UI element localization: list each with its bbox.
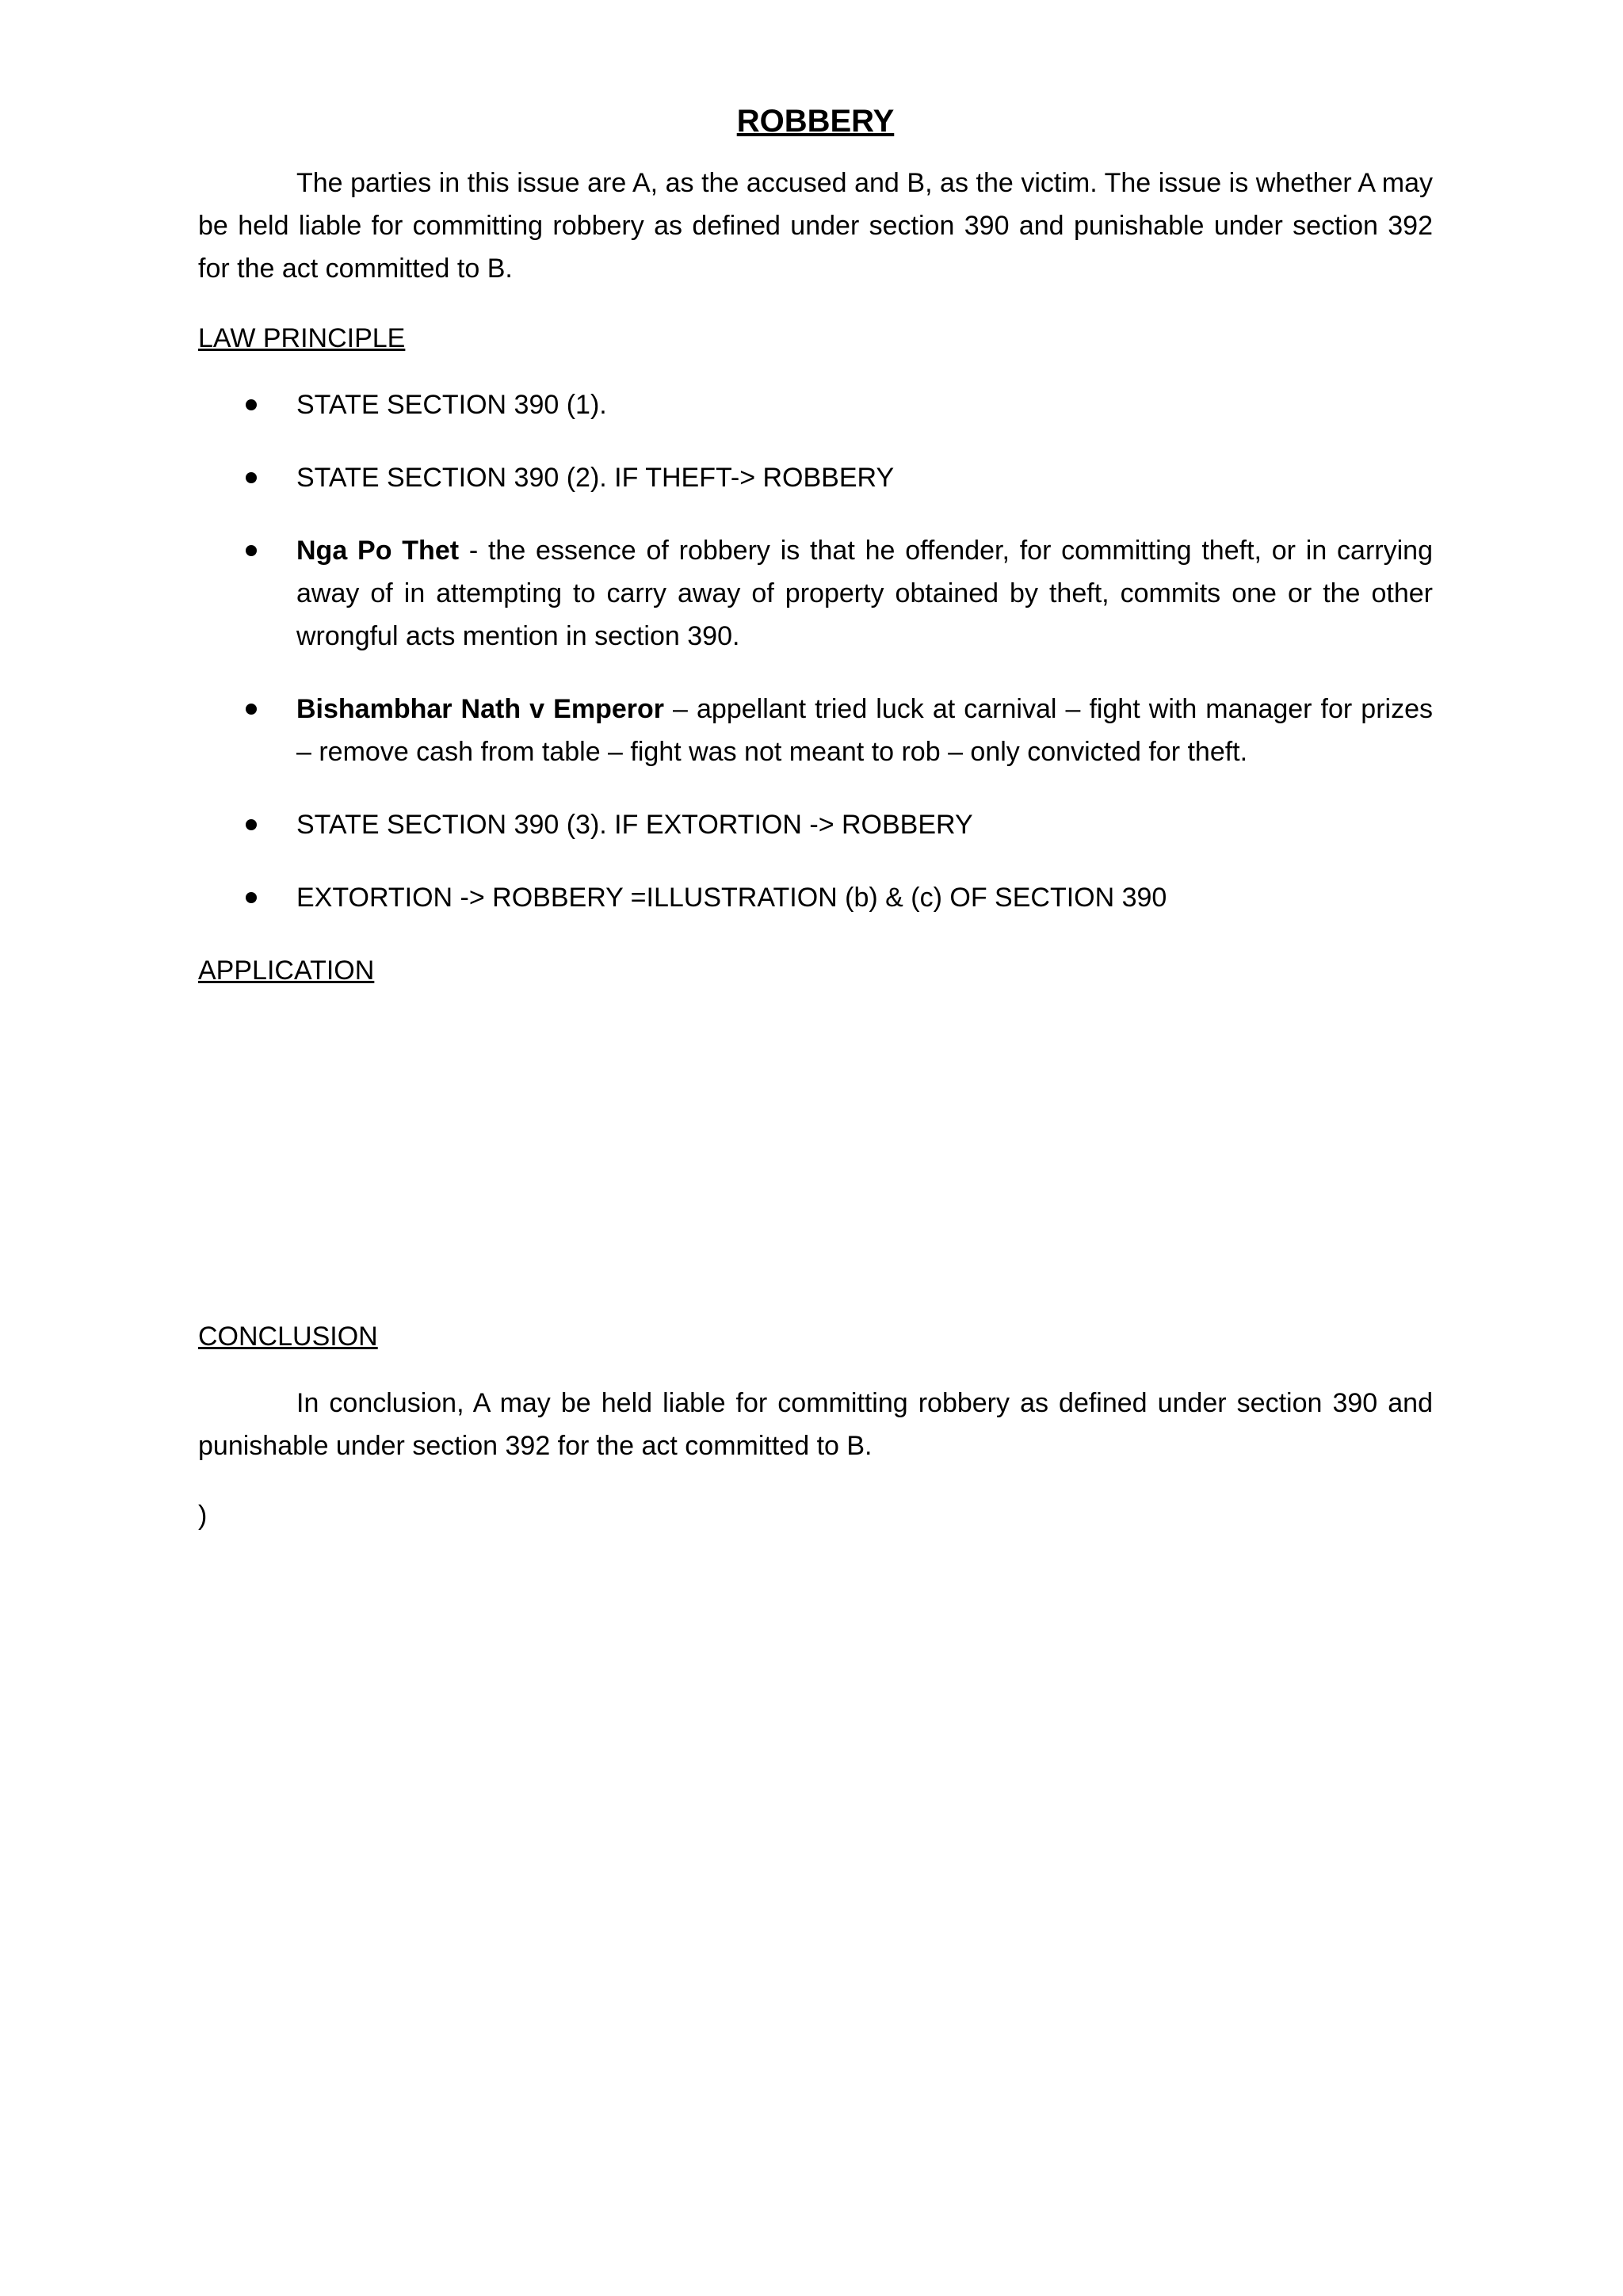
stray-parenthesis: ) bbox=[198, 1501, 208, 1531]
bullet-text: STATE SECTION 390 (3). IF EXTORTION -> ROBBERY bbox=[296, 810, 973, 840]
list-item bbox=[198, 876, 1433, 919]
application-blank-space bbox=[198, 992, 1433, 1291]
list-item bbox=[198, 383, 1433, 426]
bullet-icon bbox=[246, 472, 257, 483]
bullet-icon bbox=[246, 892, 257, 903]
law-principle-heading: LAW PRINCIPLE bbox=[198, 323, 406, 353]
law-principle-list bbox=[198, 383, 1433, 919]
application-heading: APPLICATION bbox=[198, 955, 375, 986]
bullet-icon bbox=[246, 545, 257, 556]
list-item bbox=[198, 529, 1433, 658]
document-title: ROBBERY bbox=[736, 104, 895, 139]
list-item bbox=[198, 688, 1433, 773]
bullet-icon bbox=[246, 704, 257, 715]
conclusion-paragraph: In conclusion, A may be held liable for committing robbery as defined under section 390 and punishable under section 392 for the act committed to B. bbox=[198, 1388, 1433, 1461]
list-item bbox=[198, 456, 1433, 499]
case-name: Nga Po Thet bbox=[296, 536, 460, 566]
bullet-text: - the essence of robbery is that he offender, for committing theft, or in carrying away of in attempting to carry away of property obtained by theft, commits one or the other wrongful acts mention in section 390. bbox=[296, 536, 1433, 651]
document-content bbox=[198, 95, 1433, 1537]
bullet-text: EXTORTION -> ROBBERY =ILLUSTRATION (b) & (c) OF SECTION 390 bbox=[296, 883, 1167, 913]
bullet-icon bbox=[246, 819, 257, 830]
conclusion-heading: CONCLUSION bbox=[198, 1322, 378, 1352]
bullet-text: STATE SECTION 390 (1). bbox=[296, 390, 607, 420]
intro-paragraph: The parties in this issue are A, as the accused and B, as the victim. The issue is whether A may be held liable for committing robbery as defined under section 390 and punishable under section 392 for the act committed to B. bbox=[198, 168, 1433, 284]
bullet-icon bbox=[246, 399, 257, 410]
bullet-text: – appellant tried luck at carnival – fight with manager for prizes – remove cash from table – fight was not meant to rob – only convicted for theft. bbox=[296, 694, 1433, 767]
bullet-text: STATE SECTION 390 (2). IF THEFT-> ROBBERY bbox=[296, 463, 895, 493]
case-name: Bishambhar Nath v Emperor bbox=[296, 694, 664, 724]
list-item bbox=[198, 803, 1433, 846]
